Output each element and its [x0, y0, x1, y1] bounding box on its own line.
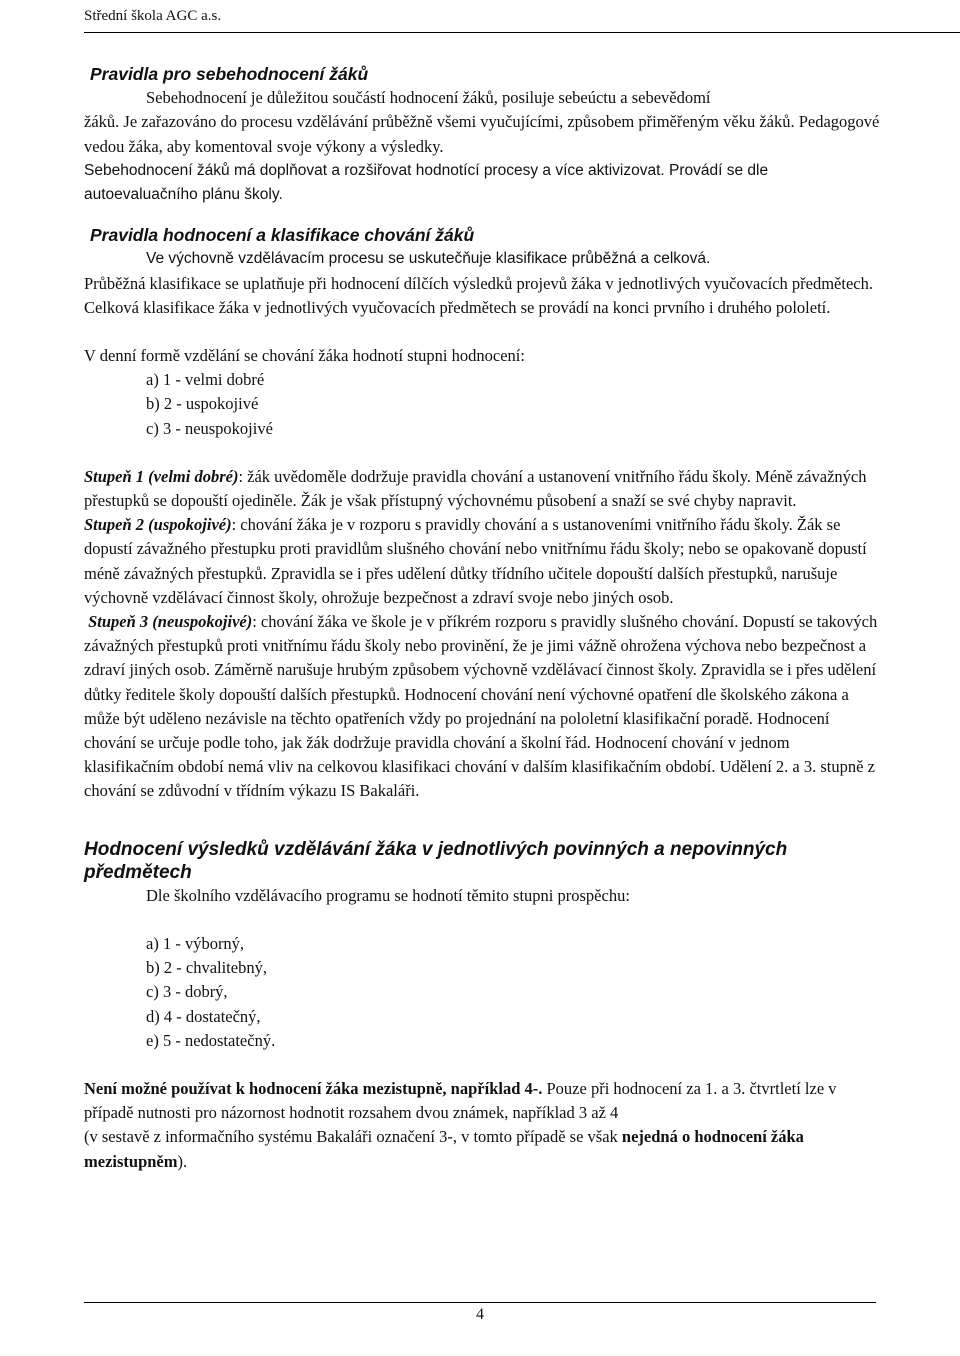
stage1-paragraph [84, 465, 880, 513]
stage1-label: Stupeň 1 (velmi dobré) [84, 466, 239, 486]
self-assessment-line1: Sebehodnocení je důležitou součástí hodnocení žáků, posiluje sebeúctu a sebevědomí [146, 88, 711, 108]
stage3-label: Stupeň 3 (neuspokojivé) [88, 612, 253, 632]
grading-intro: V denní formě vzdělání se chování žáka hodnotí stupni hodnocení: [84, 346, 525, 366]
list-item: d) 4 - dostatečný, [146, 1006, 261, 1026]
note-text: Pouze při hodnocení za 1. a 3. čtvrtletí lze v případě nutnosti pro názornost hodnotit rozsahem dvou známek, například 3 až 4 [84, 1078, 837, 1123]
heading-self-assessment: Pravidla pro sebehodnocení žáků [90, 64, 369, 84]
heading-learning-results: Hodnocení výsledků vzdělávání žáka v jednotlivých povinných a nepovinných předmětech [84, 838, 788, 883]
footer-divider [84, 1302, 876, 1303]
behavior-grade-list [146, 368, 880, 441]
behavior-intro-line1: Ve výchovně vzdělávacím procesu se uskutečňuje klasifikace průběžná a celková. [146, 250, 711, 268]
system-end: ). [177, 1151, 188, 1171]
document-body [84, 62, 880, 1174]
stage2-paragraph [84, 513, 880, 610]
stage2-label: Stupeň 2 (uspokojivé) [84, 515, 232, 535]
intermediate-grade-note [84, 1077, 880, 1125]
behavior-intro-rest: Průběžná klasifikace se uplatňuje při hodnocení dílčích výsledků projevů žáka v jednotlivých vyučovacích předmětech. Celková klasifikace žáka v jednotlivých vyučovacích předmětech se provádí na konci prvního i druhého pololetí. [84, 273, 873, 317]
system-text: (v sestavě z informačního systému Bakaláři označení 3-, v tomto případě se však [84, 1127, 622, 1147]
page-header [0, 0, 960, 34]
self-assessment-rest: žáků. Je zařazováno do procesu vzdělávání průběžně všemi vyučujícími, způsobem přiměřeným věku žáků. Pedagogové vedou žáka, aby komentoval svoje výkony a výsledky. [84, 112, 880, 156]
stage2-text: : chování žáka je v rozporu s pravidly chování a s ustanoveními vnitřního řádu školy. Žák se dopustí závažného přestupku proti pravidlům slušného chování nebo vnitřnímu řádu školy; nebo se opakovaně dopustí méně závažných přestupků. Zpravidla se i přes udělení důtky třídního učitele dopouští dalších přestupků, narušuje výchovně vzdělávací činnost školy, ohrožuje bezpečnost a zdraví svoje nebo jiných osob. [84, 515, 867, 607]
self-assessment-sans: Sebehodnocení žáků má doplňovat a rozšiřovat hodnotící procesy a více aktivizovat. Provádí se dle autoevaluačního plánu školy. [84, 161, 769, 204]
header-divider [84, 32, 960, 33]
system-note [84, 1125, 880, 1173]
list-item: a) 1 - velmi dobré [146, 370, 265, 390]
list-item: c) 3 - dobrý, [146, 982, 228, 1002]
note-bold: Není možné používat k hodnocení žáka mezistupně, například 4-. [84, 1078, 543, 1098]
heading-behavior-rules: Pravidla hodnocení a klasifikace chování žáků [90, 225, 475, 246]
system-bold: nejedná o hodnocení žáka mezistupněm [84, 1127, 804, 1171]
results-intro: Dle školního vzdělávacího programu se hodnotí těmito stupni prospěchu: [146, 885, 630, 905]
list-item: b) 2 - uspokojivé [146, 394, 259, 414]
stage3-text: : chování žáka ve škole je v příkrém rozporu s pravidly slušného chování. Dopustí se takových závažných přestupků proti vnitřnímu řádu školy nebo provinění, že je jimi vážně ohrožena výchova nebo bezpečnost a zdraví jiných osob. Záměrně narušuje hrubým způsobem výchovně vzdělávací činnost školy. Zpravidla se i přes udělení důtky ředitele školy dopouští dalších přestupků. Hodnocení chování není výchovné opatření dle školského zákona a může být uděleno nezávisle na těchto opatřeních vždy po projednání na pololetní klasifikační poradě. Hodnocení chování se určuje podle toho, jak žák dodržuje pravidla chování a školní řád. Hodnocení chování v jednom klasifikačním období nemá vliv na celkovou klasifikaci chování v dalším klasifikačním období. Udělení 2. a 3. stupně z chování se zdůvodní v třídním výkazu IS Bakaláři. [84, 612, 878, 801]
results-grade-list [146, 932, 880, 1053]
list-item: b) 2 - chvalitebný, [146, 958, 267, 978]
page-number: 4 [476, 1306, 484, 1323]
stage3-paragraph [84, 610, 880, 804]
list-item: a) 1 - výborný, [146, 933, 245, 953]
list-item: c) 3 - neuspokojivé [146, 418, 273, 438]
list-item: e) 5 - nedostatečný. [146, 1030, 276, 1050]
school-name: Střední škola AGC a.s. [84, 8, 222, 24]
stage1-text: : žák uvědoměle dodržuje pravidla chování a ustanovení vnitřního řádu školy. Méně závažných přestupků se dopouští ojediněle. Žák je však přístupný výchovnému působení a snaží se své chyby napravit. [84, 466, 867, 511]
